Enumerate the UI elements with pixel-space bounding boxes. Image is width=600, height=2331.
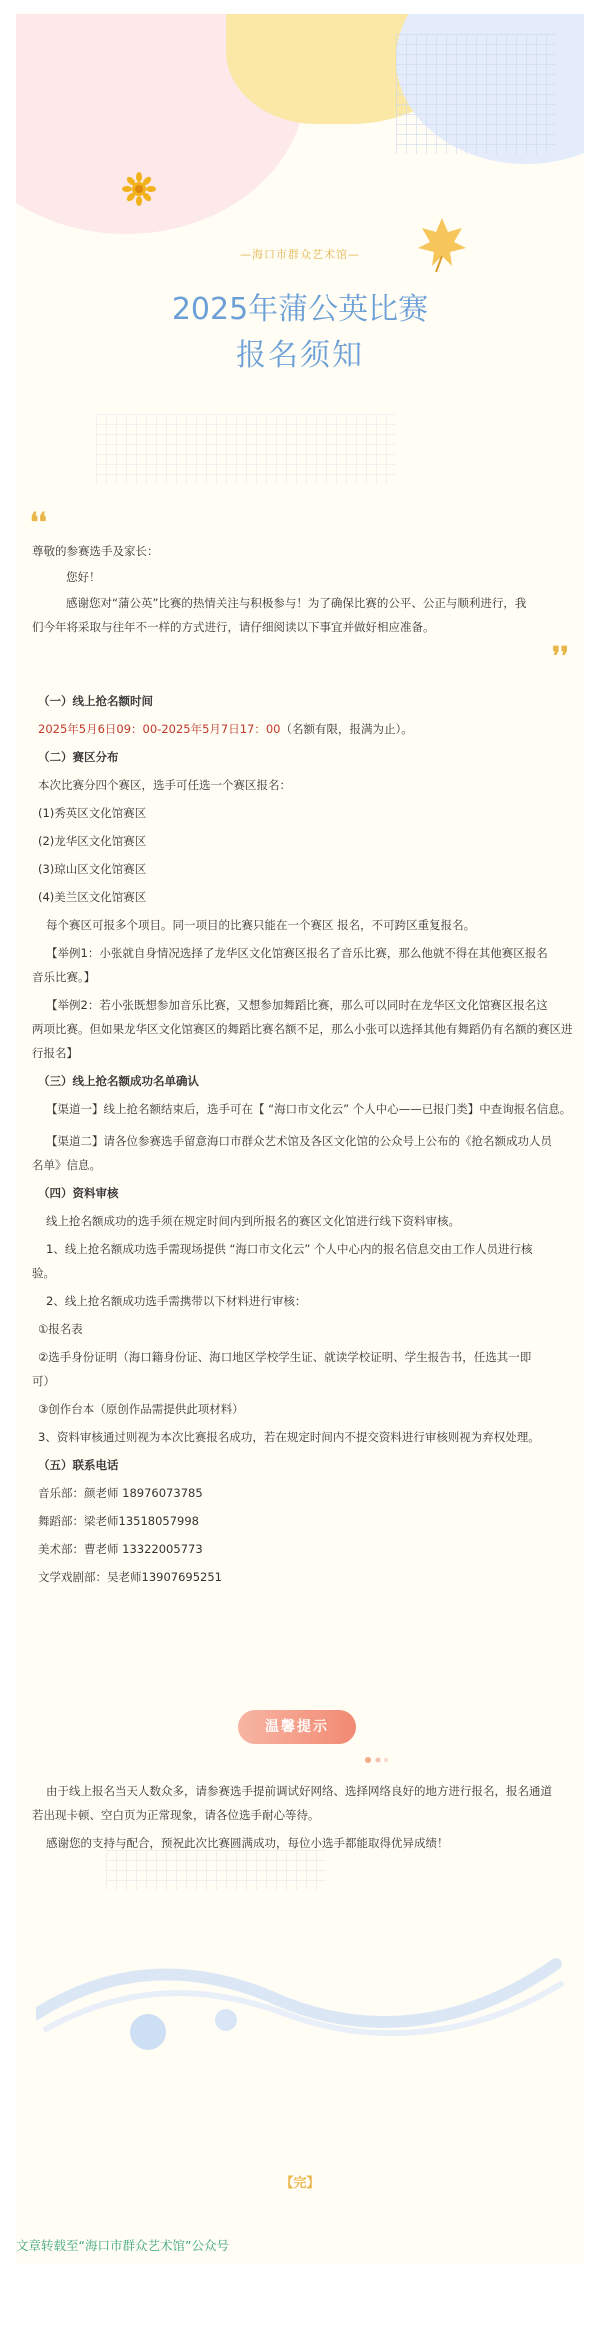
example-line: 两项比赛。但如果龙华区文化馆赛区的舞蹈比赛名额不足，那么小张可以选择其他有舞蹈仍有名额的赛区进 [32,1022,573,1036]
close-quote-icon: ❜❜ [552,642,569,672]
time-range: 2025年5月6日09：00-2025年5月7日17：00 [38,722,281,736]
dots-icon [364,1754,394,1766]
decor-grid [106,1850,326,1890]
example-line: 行报名】 [32,1046,78,1060]
organizer-subtitle: —海口市群众艺术馆— [240,248,360,261]
contact-item: 音乐部：颜老师 18976073785 [38,1486,203,1500]
intro-line: 们今年将采取与往年不一样的方式进行，请仔细阅读以下事宜并做好相应准备。 [32,620,435,634]
material-item: ①报名表 [38,1322,83,1336]
material-item: ③创作台本（原创作品需提供此项材料） [38,1402,244,1416]
list-item: (2)龙华区文化馆赛区 [38,834,147,848]
material-item: 可） [32,1374,55,1388]
page-title-line2: 报名须知 [236,338,364,373]
review-line: 线上抢名额成功的选手须在规定时间内到所报名的赛区文化馆进行线下资料审核。 [46,1214,460,1228]
tip-line: 若出现卡顿、空白页为正常现象，请各位选手耐心等待。 [32,1808,320,1822]
decor-grid [96,414,396,484]
contact-item: 美术部：曹老师 13322005773 [38,1542,203,1556]
section-heading: （五）联系电话 [38,1458,119,1472]
contact-item: 舞蹈部：梁老师13518057998 [38,1514,199,1528]
open-quote-icon: ❛❛ [30,508,47,538]
channel-line: 名单》信息。 [32,1158,101,1172]
time-note: （名额有限，报满为止）。 [280,722,413,736]
example-line: 【举例2：若小张既想参加音乐比赛，又想参加舞蹈比赛，那么可以同时在龙华区文化馆赛区报名这 [46,998,548,1012]
review-line: 验。 [32,1266,55,1280]
review-line: 3、资料审核通过则视为本次比赛报名成功，若在规定时间内不提交资料进行审核则视为弃权处理。 [38,1430,540,1444]
page-title-line1: 2025年蒲公英比赛 [171,292,429,327]
tips-badge: 温馨提示 [238,1710,356,1744]
division-intro: 本次比赛分四个赛区，选手可任选一个赛区报名： [38,778,291,792]
review-line: 2、线上抢名额成功选手需携带以下材料进行审核： [46,1294,307,1308]
registration-time [38,720,413,738]
channel-line: 【渠道一】线上抢名额结束后，选手可在【 “海口市文化云” 个人中心——已报门类】中查询报名信息。 [46,1102,572,1116]
example-line: 音乐比赛。】 [32,970,96,984]
list-item: (3)琼山区文化馆赛区 [38,862,147,876]
hello: 您好！ [66,570,101,584]
material-item: ②选手身份证明（海口籍身份证、海口地区学校学生证、就读学校证明、学生报告书，任选其一即 [38,1350,532,1364]
article-card [16,14,584,2264]
wave-decoration [36,1924,566,2064]
contact-item: 文学戏剧部：吴老师13907695251 [38,1570,222,1584]
end-mark: 【完】 [280,2176,320,2191]
intro-line: 感谢您对“蒲公英”比赛的热情关注与积极参与！为了确保比赛的公平、公正与顺利进行，我 [66,596,527,610]
channel-line: 【渠道二】请各位参赛选手留意海口市群众艺术馆及各区文化馆的公众号上公布的《抢名额成功人员 [46,1134,552,1148]
source-footer: 文章转载至“海口市群众艺术馆”公众号 [16,2238,229,2253]
example-line: 【举例1：小张就自身情况选择了龙华区文化馆赛区报名了音乐比赛，那么他就不得在其他赛区报名 [46,946,548,960]
sunflower-icon [122,172,156,206]
list-item: (4)美兰区文化馆赛区 [38,890,147,904]
tip-line: 感谢您的支持与配合，预祝此次比赛圆满成功，每位小选手都能取得优异成绩！ [46,1836,449,1850]
greeting: 尊敬的参赛选手及家长： [32,544,159,558]
section-heading: （四）资料审核 [38,1186,119,1200]
section-heading: （三）线上抢名额成功名单确认 [38,1074,199,1088]
decor-grid [396,34,556,154]
review-line: 1、线上抢名额成功选手需现场提供 “海口市文化云” 个人中心内的报名信息交由工作人员进行核 [46,1242,533,1256]
tip-line: 由于线上报名当天人数众多，请参赛选手提前调试好网络、选择网络良好的地方进行报名，报名通道 [46,1784,552,1798]
section-heading: （一）线上抢名额时间 [38,694,153,708]
division-rule: 每个赛区可报多个项目。同一项目的比赛只能在一个赛区 报名，不可跨区重复报名。 [46,918,476,932]
maple-leaf-icon [414,214,470,274]
section-heading: （二）赛区分布 [38,750,119,764]
list-item: (1)秀英区文化馆赛区 [38,806,147,820]
